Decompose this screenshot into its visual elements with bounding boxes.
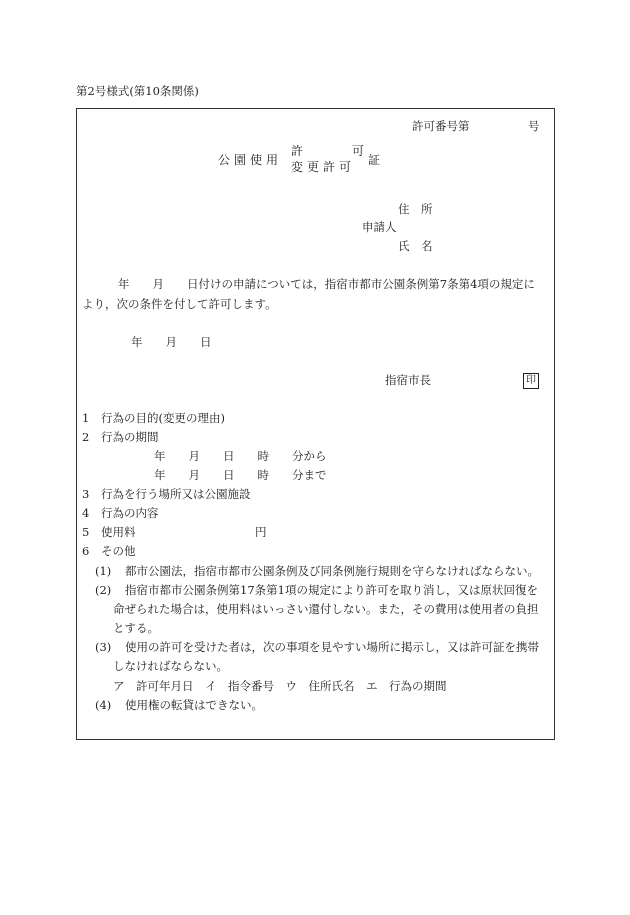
item-1-number: 1: [82, 411, 90, 425]
body-text-line-1: 年 月 日付けの申請については，指宿市都市公園条例第7条第4項の規定に: [118, 277, 535, 291]
condition-4-line-1: 使用権の転貸はできない。: [125, 698, 263, 712]
title-upper-b: 可: [352, 144, 365, 158]
title-tail: 証: [368, 153, 381, 167]
condition-3-line-3: ア 許可年月日 イ 指令番号 ウ 住所氏名 エ 行為の期間: [113, 679, 447, 693]
condition-2-number: (2): [95, 583, 112, 597]
item-6-text: その他: [101, 544, 136, 558]
permit-number-prefix: 許可番号第: [412, 119, 470, 133]
issuer-title: 指宿市長: [385, 373, 431, 387]
period-to: 年 月 日 時 分まで: [154, 468, 327, 482]
condition-3-line-2: しなければならない。: [113, 659, 228, 673]
item-3-number: 3: [82, 487, 90, 501]
item-4-number: 4: [82, 506, 90, 520]
form-label: 第2号様式(第10条関係): [76, 84, 199, 98]
condition-1-line-1: 都市公園法，指宿市都市公園条例及び同条例施行規則を守らなければならない。: [125, 564, 539, 578]
body-text-line-2: より，次の条件を付して許可します。: [82, 297, 277, 311]
title-lower: 変更許可: [291, 160, 356, 174]
condition-2-line-3: とする。: [113, 621, 159, 635]
condition-3-number: (3): [95, 640, 112, 654]
address-label: 住 所: [398, 202, 433, 216]
title-upper-a: 許: [291, 144, 304, 158]
condition-4-number: (4): [95, 698, 112, 712]
item-3-text: 行為を行う場所又は公園施設: [101, 487, 251, 501]
item-1-text: 行為の目的(変更の理由): [101, 411, 225, 425]
name-label: 氏 名: [398, 239, 433, 253]
item-6-number: 6: [82, 544, 90, 558]
title-main: 公園使用: [218, 153, 283, 167]
condition-1-number: (1): [95, 564, 112, 578]
period-from: 年 月 日 時 分から: [154, 449, 327, 463]
condition-3-line-1: 使用の許可を受けた者は，次の事項を見やすい場所に掲示し，又は許可証を携帯: [125, 640, 539, 654]
condition-2-line-2: 命ぜられた場合は，使用料はいっさい還付しない。また，その費用は使用者の負担: [113, 602, 539, 616]
item-4-text: 行為の内容: [101, 506, 159, 520]
seal-stamp: 印: [523, 373, 539, 389]
item-5-number: 5: [82, 525, 90, 539]
applicant-label: 申請人: [362, 220, 397, 234]
issue-date-line: 年 月 日: [131, 335, 212, 349]
fee-unit: 円: [255, 525, 267, 539]
condition-2-line-1: 指宿市都市公園条例第17条第1項の規定により許可を取り消し，又は原状回復を: [125, 583, 538, 597]
permit-number-suffix: 号: [528, 119, 540, 133]
item-2-number: 2: [82, 430, 90, 444]
item-2-text: 行為の期間: [101, 430, 159, 444]
item-5-text: 使用料: [101, 525, 136, 539]
